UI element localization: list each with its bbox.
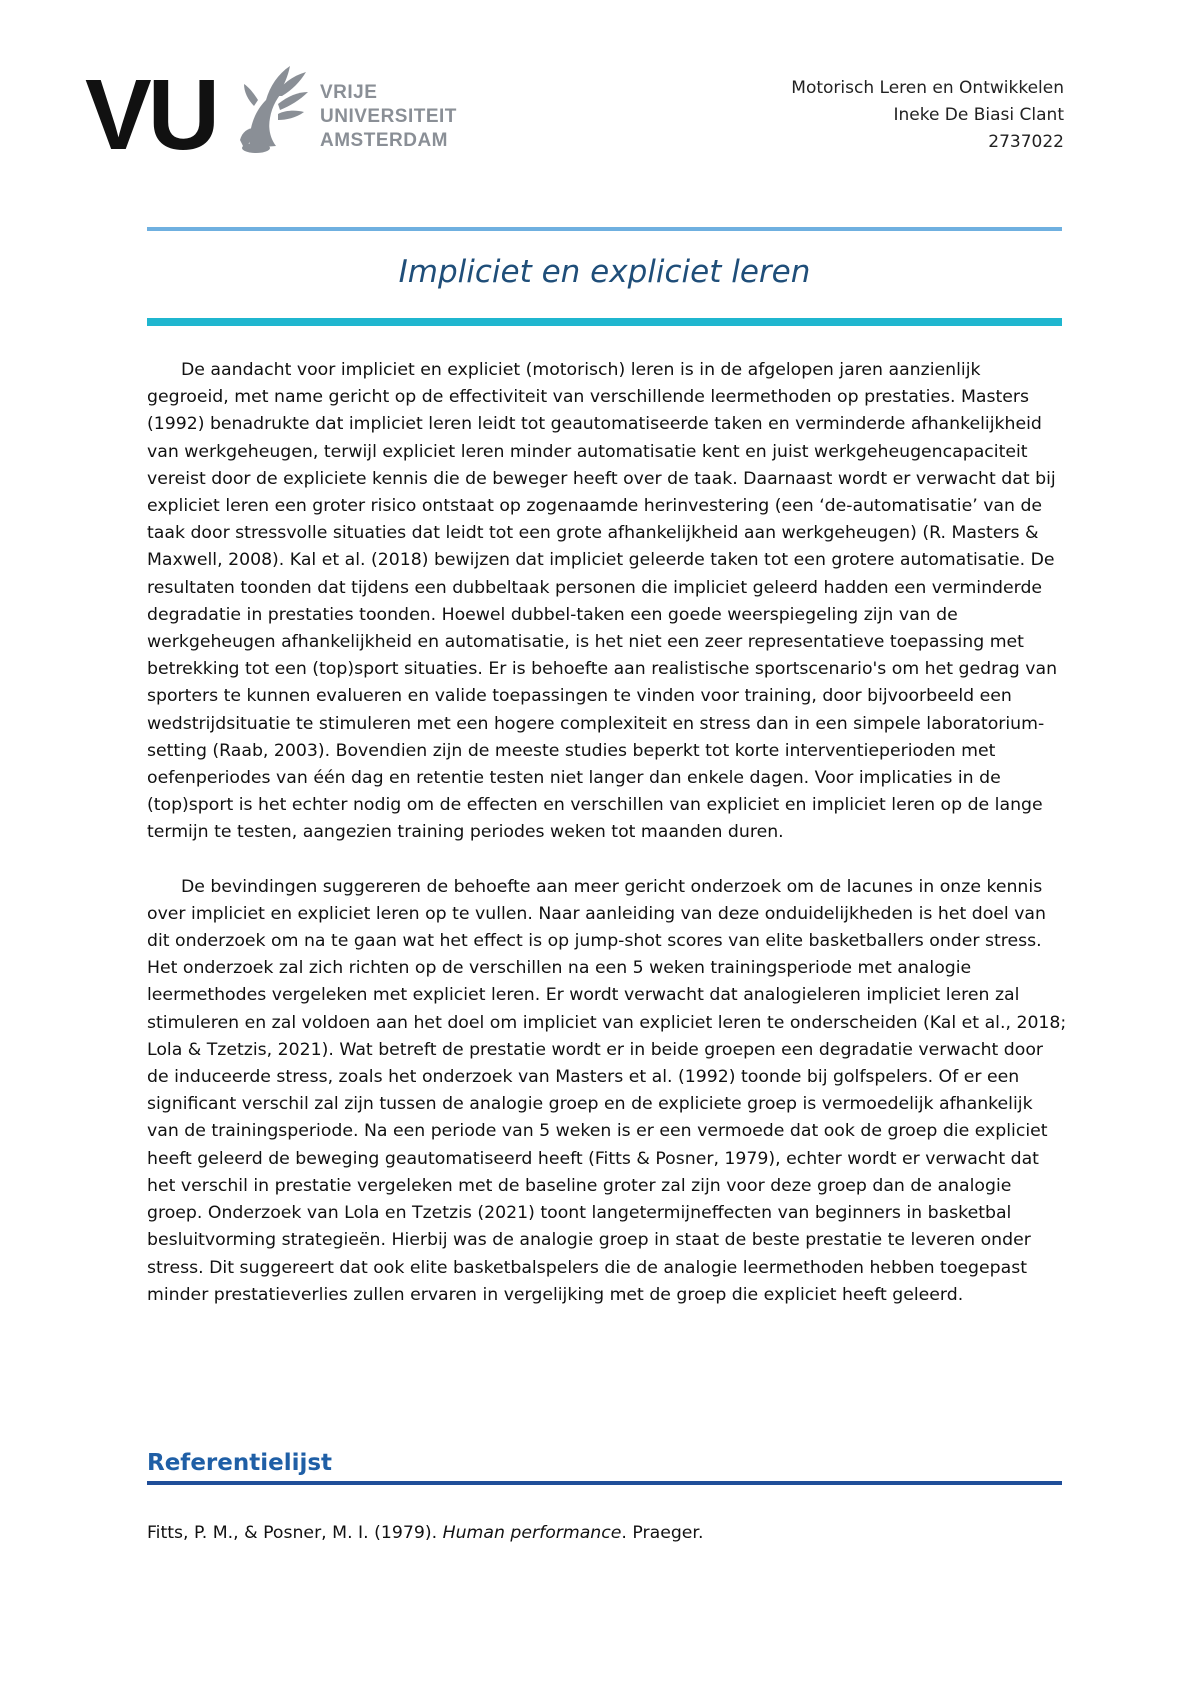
student-number: 2737022 <box>988 132 1064 152</box>
reference-title: Human performance <box>442 1523 622 1543</box>
griffin-icon <box>220 60 310 155</box>
vu-logo-letters: VU <box>85 59 216 171</box>
references-rule <box>147 1481 1062 1485</box>
paragraph: De aandacht voor impliciet en expliciet (motorisch) leren is in de afgelopen jaren aanzienlijk gegroeid, met name gericht op de effectiviteit van verschillende leermethoden op prestaties. Masters (1992) benadrukte dat impliciet leren leidt tot geautomatiseerde taken en verminderde afhankelijkheid van werkgeheugen, terwijl expliciet leren minder automatisatie kent en juist werkgeheugencapaciteit vereist door de expliciete kennis die de beweger heeft over de taak. Daarnaast wordt er verwacht dat bij expliciet leren een groter risico ontstaat op zogenaamde herinvestering (een ‘de-automatisatie’ van de taak door stressvolle situaties dat leidt tot een grote afhankelijkheid aan werkgeheugen) (R. Masters & Maxwell, 2008). Kal et al. (2018) bewijzen dat impliciet geleerde taken tot een grotere automatisatie. De resultaten toonden dat tijdens een dubbeltaak personen die impliciet geleerd hadden een verminderde degradatie in prestaties toonden. Hoewel dubbel-taken een goede weerspiegeling zijn van de werkgeheugen afhankelijkheid en automatisatie, is het niet een zeer representatieve toepassing met betrekking tot een (top)sport situaties. Er is behoefte aan realistische sportscenario's om het gedrag van sporters te kunnen evalueren en valide toepassingen te vinden voor training, door bijvoorbeeld een wedstrijdsituatie te stimuleren met een hogere complexiteit en stress dan in een simpele laboratorium-setting (Raab, 2003). Bovendien zijn de meeste studies beperkt tot korte interventieperioden met oefenperiodes van één dag en retentie testen niet langer dan enkele dagen. Voor implicaties in de (top)sport is het echter nodig om de effecten en verschillen van expliciet en impliciet leren op de lange termijn te testen, aangezien training periodes weken tot maanden duren. <box>147 360 1058 843</box>
title-top-rule <box>147 227 1062 231</box>
reference-authors: Fitts, P. M., & Posner, M. I. (1979). <box>147 1523 443 1543</box>
university-name <box>320 81 457 153</box>
author-name: Ineke De Biasi Clant <box>893 105 1064 125</box>
document-header-info <box>791 75 1064 156</box>
reference-entry <box>147 1520 703 1547</box>
course-name: Motorisch Leren en Ontwikkelen <box>791 78 1064 98</box>
title-bottom-rule <box>147 318 1062 326</box>
document-title: Impliciet en expliciet leren <box>398 254 811 290</box>
university-name-line: AMSTERDAM <box>320 130 448 151</box>
paragraph: De bevindingen suggereren de behoefte aan meer gericht onderzoek om de lacunes in onze kennis over impliciet en expliciet leren op te vullen. Naar aanleiding van deze onduidelijkheden is het doel van dit onderzoek om na te gaan wat het effect is op jump-shot scores van elite basketballers onder stress. Het onderzoek zal zich richten op de verschillen na een 5 weken trainingsperiode met analogie leermethodes vergeleken met expliciet leren. Er wordt verwacht dat analogieleren impliciet leren zal stimuleren en zal voldoen aan het doel om impliciet van expliciet leren te onderscheiden (Kal et al., 2018; Lola & Tzetzis, 2021). Wat betreft de prestatie wordt er in beide groepen een degradatie verwacht door de induceerde stress, zoals het onderzoek van Masters et al. (1992) toonde bij golfspelers. Of er een significant verschil zal zijn tussen de analogie groep en de expliciete groep is vermoedelijk afhankelijk van de trainingsperiode. Na een periode van 5 weken is er een vermoede dat ook de groep die expliciet heeft geleerd de beweging geautomatiseerd heeft (Fitts & Posner, 1979), echter wordt er verwacht dat het verschil in prestatie vergeleken met de baseline groter zal zijn voor deze groep dan de analogie groep. Onderzoek van Lola en Tzetzis (2021) toont langetermijneffecten van beginners in basketbal besluitvorming strategieën. Hierbij was de analogie groep in staat de beste prestatie te leveren onder stress. Dit suggereert dat ook elite basketbalspelers die de analogie leermethoden hebben toegepast minder prestatieverlies zullen ervaren in vergelijking met de groep die expliciet heeft geleerd. <box>147 876 1067 1305</box>
body-text <box>147 357 1067 1309</box>
reference-publisher: . Praeger. <box>621 1523 704 1543</box>
university-name-line: VRIJE <box>320 82 378 103</box>
vu-logo <box>85 59 485 171</box>
university-name-line: UNIVERSITEIT <box>320 106 457 127</box>
references-heading: Referentielijst <box>147 1450 333 1476</box>
